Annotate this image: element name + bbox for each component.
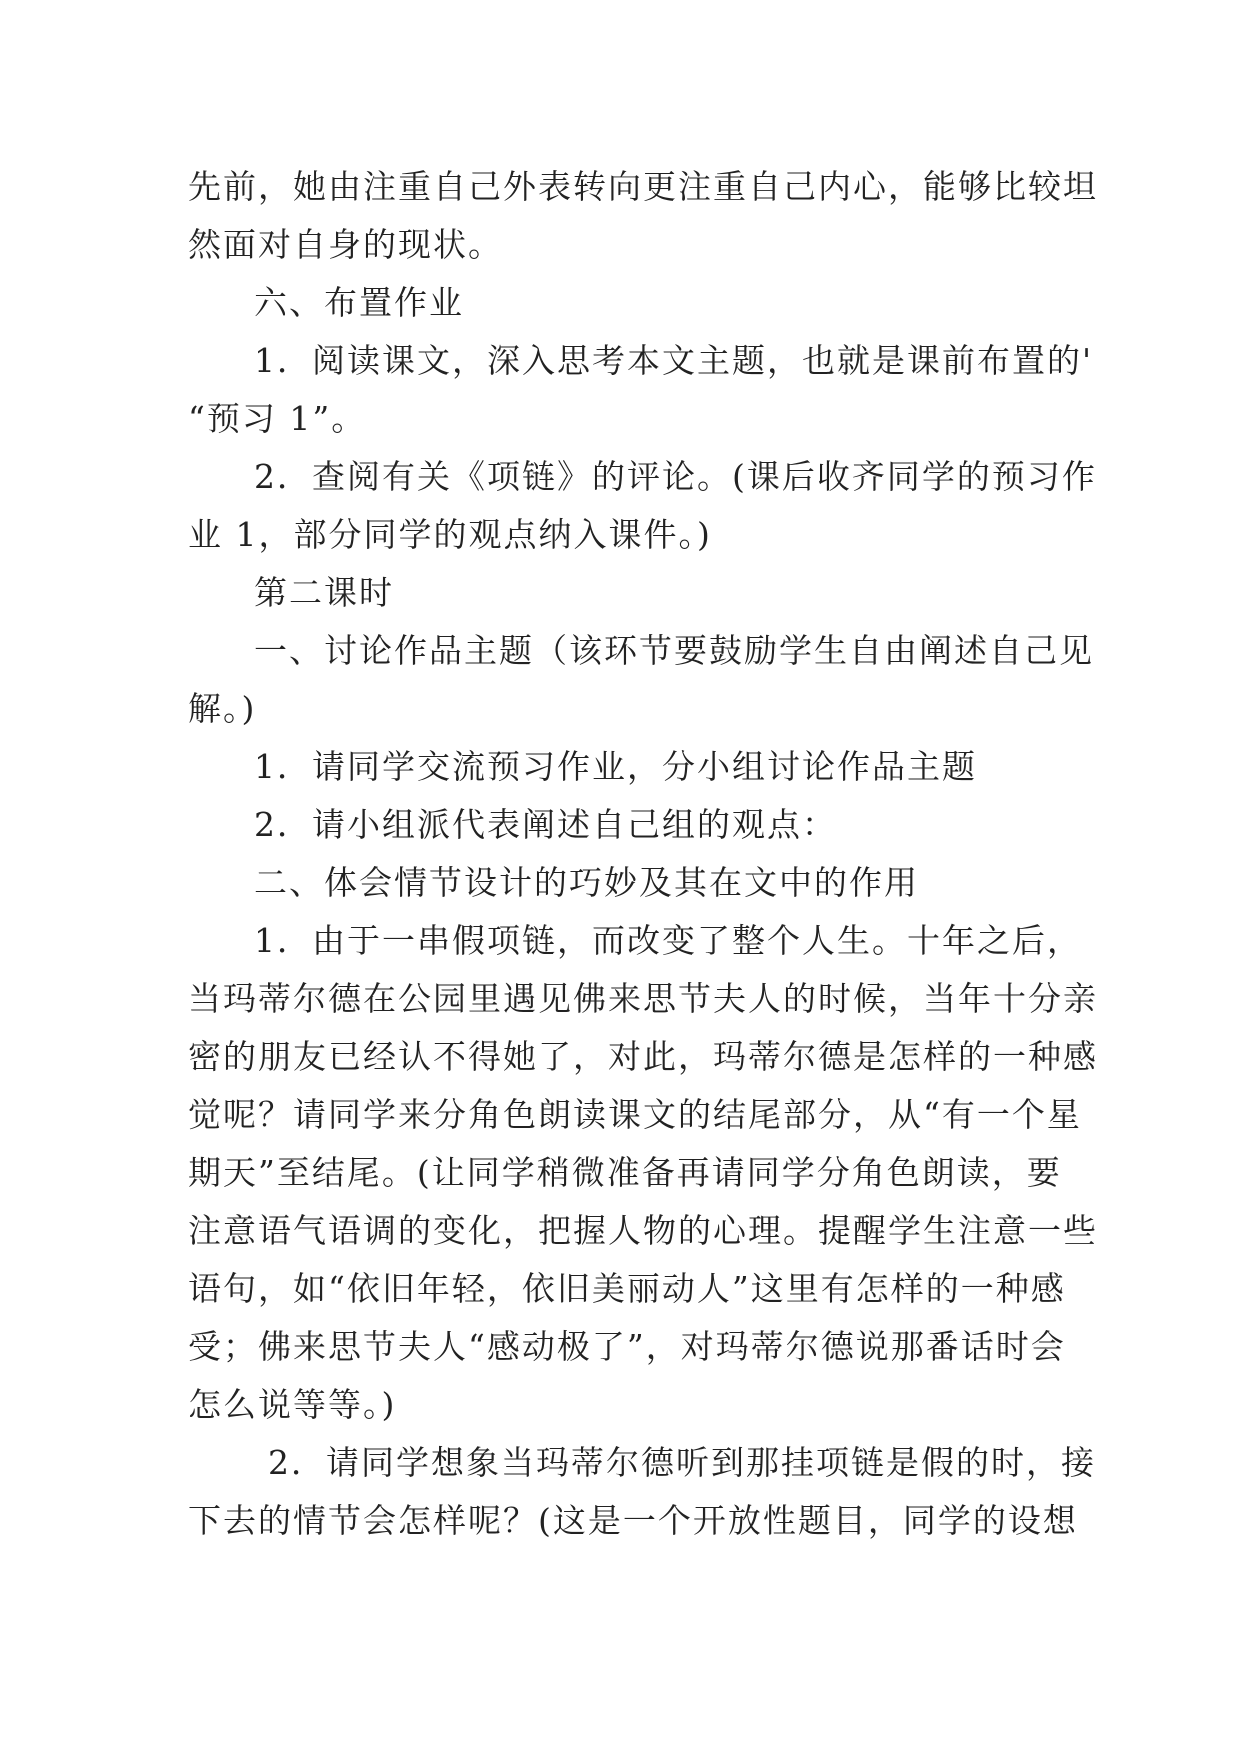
paragraph-line: 然面对自身的现状。 <box>188 225 503 264</box>
list-item: 2．请同学想象当玛蒂尔德听到那挂项链是假的时，接 <box>268 1443 1096 1482</box>
lesson-heading: 第二课时 <box>254 573 394 612</box>
list-item: 1．阅读课文，深入思考本文主题，也就是课前布置的' <box>254 341 1094 380</box>
paragraph-line: 觉呢？请同学来分角色朗读课文的结尾部分，从“有一个星 <box>188 1095 1082 1134</box>
paragraph-line: 期天”至结尾。(让同学稍微准备再请同学分角色朗读，要 <box>188 1153 1062 1192</box>
document-body <box>188 158 1098 1550</box>
paragraph-line: 怎么说等等。) <box>188 1385 397 1424</box>
paragraph-line: 解。) <box>188 689 257 728</box>
list-item: 2．查阅有关《项链》的评论。(课后收齐同学的预习作 <box>254 457 1097 496</box>
section-heading: 六、布置作业 <box>254 283 464 322</box>
paragraph-line: 下去的情节会怎样呢？(这是一个开放性题目，同学的设想 <box>188 1501 1078 1540</box>
paragraph-line: 语句，如“依旧年轻，依旧美丽动人”这里有怎样的一种感 <box>188 1269 1066 1308</box>
list-item: 1．由于一串假项链，而改变了整个人生。十年之后， <box>254 921 1082 960</box>
paragraph-line: 注意语气语调的变化，把握人物的心理。提醒学生注意一些 <box>188 1211 1098 1250</box>
paragraph-line: 先前，她由注重自己外表转向更注重自己内心，能够比较坦 <box>188 167 1098 206</box>
section-heading: 二、体会情节设计的巧妙及其在文中的作用 <box>254 863 919 902</box>
paragraph-line: “预习 1”。 <box>188 399 367 438</box>
section-heading: 一、讨论作品主题（该环节要鼓励学生自由阐述自己见 <box>254 631 1094 670</box>
list-item: 1．请同学交流预习作业，分小组讨论作品主题 <box>254 747 977 786</box>
list-item: 2．请小组派代表阐述自己组的观点： <box>254 805 837 844</box>
paragraph-line: 当玛蒂尔德在公园里遇见佛来思节夫人的时候，当年十分亲 <box>188 979 1098 1018</box>
paragraph-line: 受；佛来思节夫人“感动极了”，对玛蒂尔德说那番话时会 <box>188 1327 1066 1366</box>
paragraph-line: 密的朋友已经认不得她了，对此，玛蒂尔德是怎样的一种感 <box>188 1037 1098 1076</box>
paragraph-line: 业 1，部分同学的观点纳入课件。) <box>188 515 712 554</box>
